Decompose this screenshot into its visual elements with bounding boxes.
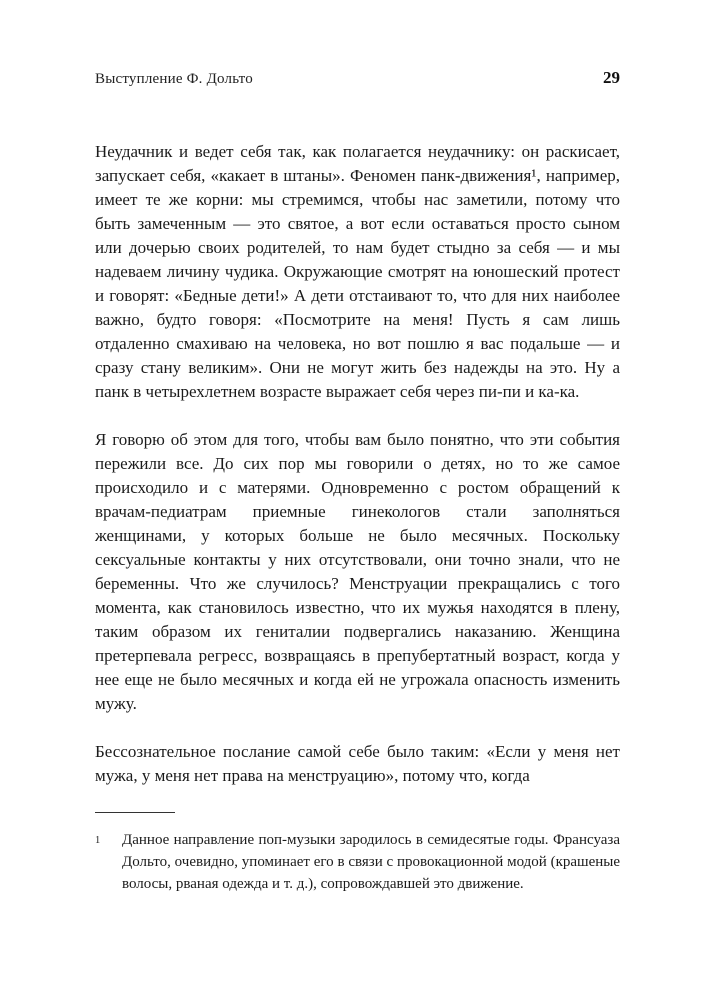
page-header — [95, 68, 620, 88]
footnote-marker: 1 — [95, 835, 101, 846]
page-number: 29 — [603, 68, 620, 87]
footnote-text: Данное направление поп-музыки зародилось в семидесятые годы. Франсуаза Дольто, очевидно, упоминает его в связи с провокационной модой (крашеные волосы, рваная одежда и т. д.), сопровождавшей это движение. — [122, 832, 620, 892]
footnote — [95, 829, 620, 895]
body-text — [95, 140, 620, 788]
footnote-separator — [95, 812, 175, 813]
running-title: Выступление Ф. Дольто — [95, 71, 253, 87]
body-paragraph-2: Я говорю об этом для того, чтобы вам было понятно, что эти события пережили все. До сих пор мы говорили о детях, но то же самое происходило и с матерями. Одновременно с ростом обращений к врачам-педиатрам приемные гинекологов стали заполняться женщинами, у которых больше не было месячных. Поскольку сексуальные контакты у них отсутствовали, они точно знали, что не беременны. Что же случилось? Менструации прекращались с того момента, как становилось известно, что их мужья находятся в плену, таким образом их гениталии подвергались наказанию. Женщина претерпевала регресс, возвращаясь в препубертатный возраст, когда у нее еще не было месячных и когда ей не угрожала опасность изменить мужу. — [95, 430, 620, 713]
body-paragraph-1: Неудачник и ведет себя так, как полагается неудачнику: он раскисает, запускает себя, «какает в штаны». Феномен панк-движения¹, например, имеет те же корни: мы стремимся, чтобы нас заметили, потому что быть замеченным — это святое, а вот если оставаться просто сыном или дочерью своих родителей, то нам будет стыдно за себя — и мы надеваем личину чудика. Окружающие смотрят на юношеский протест и говорят: «Бедные дети!» А дети отстаивают то, что для них наиболее важно, будто говоря: «Посмотрите на меня! Пусть я сам лишь отдаленно смахиваю на человека, но вот пошлю я вас подальше — и сразу стану великим». Они не могут жить без надежды на это. Ну а панк в четырехлетнем возрасте выражает себя через пи-пи и ка-ка. — [95, 142, 620, 401]
body-paragraph-3: Бессознательное послание самой себе было таким: «Если у меня нет мужа, у меня нет права на менструацию», потому что, когда — [95, 742, 620, 785]
